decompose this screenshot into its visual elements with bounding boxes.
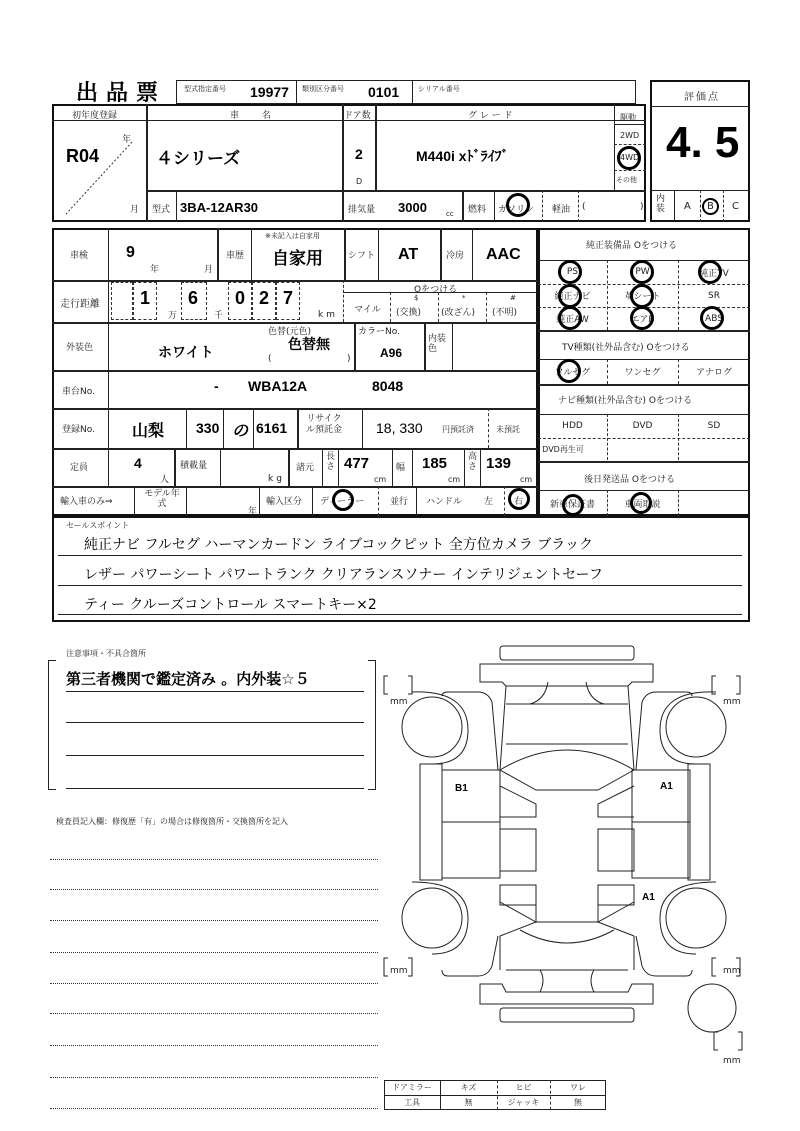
- interior-option-c[interactable]: C: [732, 201, 739, 212]
- repaint-label: 色替(元色): [268, 327, 312, 337]
- damage-mark-b1: B1: [455, 783, 468, 794]
- interior-option-a[interactable]: A: [684, 201, 691, 212]
- first-registration-value: R04: [66, 146, 100, 166]
- model-type-label: 型式: [152, 205, 171, 215]
- mirror-crack[interactable]: ヒビ: [515, 1083, 532, 1092]
- navi-hdd[interactable]: HDD: [562, 421, 583, 431]
- sales-point-line-1: 純正ナビ フルセグ ハーマンカードン ライブコックピット 全方位カメラ ブラック: [84, 537, 594, 553]
- car-name-value: ４シリーズ: [156, 149, 241, 169]
- mileage-digit-2: 1: [140, 288, 151, 308]
- handle-right[interactable]: 右: [514, 497, 524, 507]
- mileage-option-exchanged[interactable]: (交換): [396, 308, 422, 318]
- chassis-label: 車台No.: [62, 387, 95, 397]
- handle-left[interactable]: 左: [484, 497, 494, 507]
- registration-class: 330: [196, 420, 220, 436]
- navi-sd[interactable]: SD: [707, 421, 721, 431]
- fuel-gasoline[interactable]: ガソリン: [498, 205, 535, 215]
- displacement-value: 3000: [398, 200, 427, 215]
- tire-unit-fl: mm: [390, 697, 408, 707]
- doors-value: 2: [355, 146, 363, 162]
- first-registration-month-unit: 月: [130, 205, 140, 215]
- jack-value: 無: [574, 1098, 582, 1107]
- history-note: ※未記入は自家用: [265, 232, 320, 240]
- score-label: 評価点: [684, 92, 720, 103]
- mileage-mark-label: Oをつける: [414, 285, 458, 295]
- mirror-label: ドアミラー: [392, 1083, 432, 1092]
- import-dealer-circle: [332, 489, 354, 511]
- repaint-paren-open: (: [268, 354, 272, 364]
- header-strip: [176, 80, 636, 104]
- capacity-label: 定員: [70, 463, 89, 473]
- tv-fullseg[interactable]: フルセグ: [554, 368, 591, 378]
- mileage-digit-3: 6: [188, 288, 199, 308]
- repaint-paren-close: ): [347, 354, 351, 364]
- interior-option-b[interactable]: B: [707, 201, 714, 212]
- mileage-digit-5: 2: [259, 288, 270, 308]
- equip-abs[interactable]: ABS: [705, 313, 723, 324]
- details-table: [52, 228, 538, 516]
- shift-label: シフト: [348, 251, 376, 261]
- mileage-unit: km: [318, 310, 338, 320]
- displacement-unit: cc: [446, 210, 454, 218]
- mirror-scratch[interactable]: キズ: [460, 1083, 477, 1092]
- import-type-dealer[interactable]: ディーラー: [320, 497, 365, 507]
- handle-label: ハンドル: [426, 497, 463, 507]
- history-label: 車歴: [226, 251, 245, 261]
- registration-label: 登録No.: [62, 425, 95, 435]
- ac-value: AAC: [486, 246, 521, 263]
- interior-color-label: 内装色: [428, 334, 447, 354]
- equip-airbag-circle: [630, 306, 654, 330]
- equip-sr[interactable]: SR: [708, 290, 720, 301]
- width-unit: cm: [448, 475, 461, 484]
- mileage-label: 走行距離: [60, 299, 100, 310]
- sheet-title: 出品票: [76, 81, 167, 106]
- length-value: 477: [344, 455, 370, 472]
- later-manual-circle: [630, 492, 652, 514]
- registration-number: 6161: [256, 420, 288, 436]
- mileage-sen: 千: [214, 311, 224, 321]
- category-label: 類別区分番号: [302, 85, 344, 93]
- car-name-label: 車 名: [230, 111, 281, 121]
- tools-value: 無: [464, 1098, 473, 1107]
- equip-abs-circle: [700, 306, 724, 330]
- exterior-label: 外装色: [66, 343, 94, 353]
- chassis-suffix: 8048: [372, 378, 404, 394]
- fuel-label: 燃料: [468, 205, 487, 215]
- mileage-digit-6: 7: [283, 288, 294, 308]
- fuel-diesel[interactable]: 軽油: [552, 205, 571, 215]
- doors-unit: D: [356, 177, 363, 186]
- first-registration-label: 初年度登録: [72, 111, 118, 121]
- recycle-label: リサイクル預託金: [305, 414, 342, 435]
- tire-unit-fr: mm: [723, 697, 741, 707]
- width-label: 幅: [396, 463, 406, 473]
- height-unit: cm: [520, 475, 533, 484]
- width-value: 185: [422, 455, 448, 472]
- import-label: 輸入車のみ⇒: [60, 497, 113, 507]
- notes-label: 注意事項・不具合箇所: [66, 649, 146, 658]
- navi-dvd[interactable]: DVD: [632, 421, 653, 431]
- later-manual[interactable]: 車両取説: [624, 499, 661, 510]
- drive-4wd[interactable]: 4WD: [620, 153, 640, 162]
- tv-title: TV種類(社外品含む) Oをつける: [562, 343, 690, 353]
- fuel-gasoline-circle: [506, 193, 530, 217]
- doors-label: ドア数: [344, 111, 371, 121]
- equip-airbag[interactable]: エアB: [630, 315, 655, 325]
- mileage-digit-4: 0: [235, 288, 246, 308]
- handle-right-circle: [508, 488, 530, 510]
- capacity-unit: 人: [160, 475, 170, 485]
- equip-ps[interactable]: PS: [566, 267, 579, 277]
- equip-ps-circle: [558, 260, 582, 284]
- interior-label: 内装: [656, 194, 666, 214]
- later-warranty-circle: [562, 494, 584, 516]
- mileage-option-exchanged-sym: $: [414, 294, 419, 302]
- ac-label: 冷房: [446, 251, 465, 261]
- navi-dvd-playback[interactable]: DVD再生可: [542, 444, 584, 454]
- equip-tv-circle: [698, 260, 722, 284]
- model-designation-label: 型式指定番号: [184, 85, 226, 93]
- damage-mark-a1-front: A1: [660, 781, 673, 792]
- tire-unit-rr: mm: [723, 966, 741, 976]
- inspector-label: 検査員記入欄：修復歴「有」の場合は修復箇所・交換箇所を記入: [56, 817, 288, 826]
- recycle-unpaid[interactable]: 未預託: [496, 425, 520, 434]
- grade-value: M440i xﾄﾞﾗｲﾌﾞ: [416, 148, 509, 164]
- sales-points-label: セールスポイント: [66, 521, 130, 530]
- damage-mark-a1-rear: A1: [642, 892, 655, 903]
- import-type-label: 輸入区分: [266, 497, 303, 507]
- capacity-value: 4: [134, 455, 142, 471]
- displacement-label: 排気量: [348, 205, 376, 215]
- history-value: 自家用: [272, 249, 323, 269]
- inspection-label: 車検: [70, 251, 89, 261]
- later-items-title: 後日発送品 Oをつける: [584, 475, 675, 485]
- equip-tv[interactable]: 純正TV: [699, 268, 729, 279]
- mileage-option-unknown[interactable]: (不明): [492, 308, 518, 318]
- grade-label: グ レ ー ド: [468, 111, 513, 121]
- model-year-label: モデル年式: [144, 489, 180, 509]
- equip-navi-circle: [558, 284, 582, 308]
- equip-leather-circle: [630, 284, 654, 308]
- jack-label: ジャッキ: [507, 1098, 540, 1107]
- interior-b-circle: [702, 198, 719, 215]
- notes-line-1: 第三者機関で鑑定済み 。内外装☆５: [66, 670, 310, 688]
- height-label: 高さ: [468, 452, 478, 472]
- inspection-year: 9: [126, 244, 135, 261]
- inspection-year-unit: 年: [150, 265, 160, 275]
- equip-pw-circle: [630, 260, 654, 284]
- tools-label: 工具: [404, 1098, 420, 1107]
- load-label: 積載量: [180, 461, 208, 471]
- load-unit: kg: [268, 474, 285, 484]
- equip-aw-circle: [558, 306, 582, 330]
- fuel-other-open: (: [582, 202, 586, 212]
- mileage-option-unknown-sym: #: [510, 294, 516, 302]
- fuel-other-close: ): [640, 202, 644, 212]
- color-no-value: A96: [380, 346, 403, 360]
- import-type-parallel[interactable]: 並行: [390, 497, 409, 507]
- car-diagram: [370, 640, 760, 1040]
- equipment-title: 純正装備品 Oをつける: [586, 241, 677, 251]
- mileage-man: 万: [168, 311, 178, 321]
- recycle-paid[interactable]: 円預託済: [442, 425, 474, 434]
- chassis-prefix: WBA12A: [248, 378, 308, 394]
- drive-label: 駆動: [620, 113, 636, 122]
- mileage-option-tampered[interactable]: (改ざん): [441, 308, 476, 318]
- tire-unit-spare: mm: [723, 1056, 741, 1066]
- registration-kana: の: [232, 421, 249, 440]
- slash-line: [60, 138, 140, 218]
- drive-2wd[interactable]: 2WD: [620, 131, 640, 140]
- mileage-option-mile[interactable]: マイル: [354, 305, 381, 315]
- serial-label: シリアル番号: [418, 85, 460, 93]
- tv-oneseg[interactable]: ワンセグ: [624, 368, 661, 378]
- mirror-broken[interactable]: ワレ: [570, 1083, 586, 1092]
- navi-title: ナビ種類(社外品含む) Oをつける: [558, 396, 692, 406]
- sales-point-line-2: レザー パワーシート パワートランク クリアランスソナー インテリジェントセーフ: [84, 567, 603, 583]
- equip-leather[interactable]: 革シート: [624, 292, 661, 302]
- first-registration-year-unit: 年: [122, 135, 132, 145]
- later-warranty[interactable]: 新車保証書: [549, 499, 595, 510]
- exterior-value: ホワイト: [158, 345, 214, 361]
- color-no-label: カラーNo.: [358, 327, 400, 337]
- category-value: 0101: [368, 84, 400, 100]
- length-unit: cm: [374, 475, 387, 484]
- tv-fullseg-circle: [557, 359, 581, 383]
- equip-aw[interactable]: 純正AW: [556, 315, 589, 325]
- chassis-dash: -: [214, 378, 219, 394]
- score-value: 4. 5: [666, 118, 740, 167]
- equip-pw[interactable]: PW: [635, 267, 650, 277]
- recycle-value: 18, 330: [376, 420, 423, 436]
- height-value: 139: [486, 455, 512, 472]
- mileage-option-tampered-sym: *: [462, 294, 466, 302]
- length-label: 長さ: [326, 452, 336, 472]
- drive-4wd-circle: [617, 146, 641, 170]
- dimensions-label: 諸元: [296, 463, 315, 473]
- shift-value: AT: [398, 246, 419, 263]
- model-designation-value: 19977: [250, 84, 289, 100]
- model-year-unit: 年: [248, 507, 258, 517]
- model-type-value: 3BA-12AR30: [180, 200, 259, 215]
- drive-other[interactable]: その他: [616, 176, 637, 184]
- inspection-month-unit: 月: [204, 265, 214, 275]
- registration-region: 山梨: [132, 421, 165, 440]
- equip-navi[interactable]: 純正ナビ: [554, 292, 591, 302]
- sales-point-line-3: ティー クルーズコントロール スマートキー×2: [84, 597, 377, 613]
- repaint-value: 色替無: [288, 337, 330, 353]
- tv-analog[interactable]: アナログ: [695, 368, 732, 378]
- tire-unit-rl: mm: [390, 966, 408, 976]
